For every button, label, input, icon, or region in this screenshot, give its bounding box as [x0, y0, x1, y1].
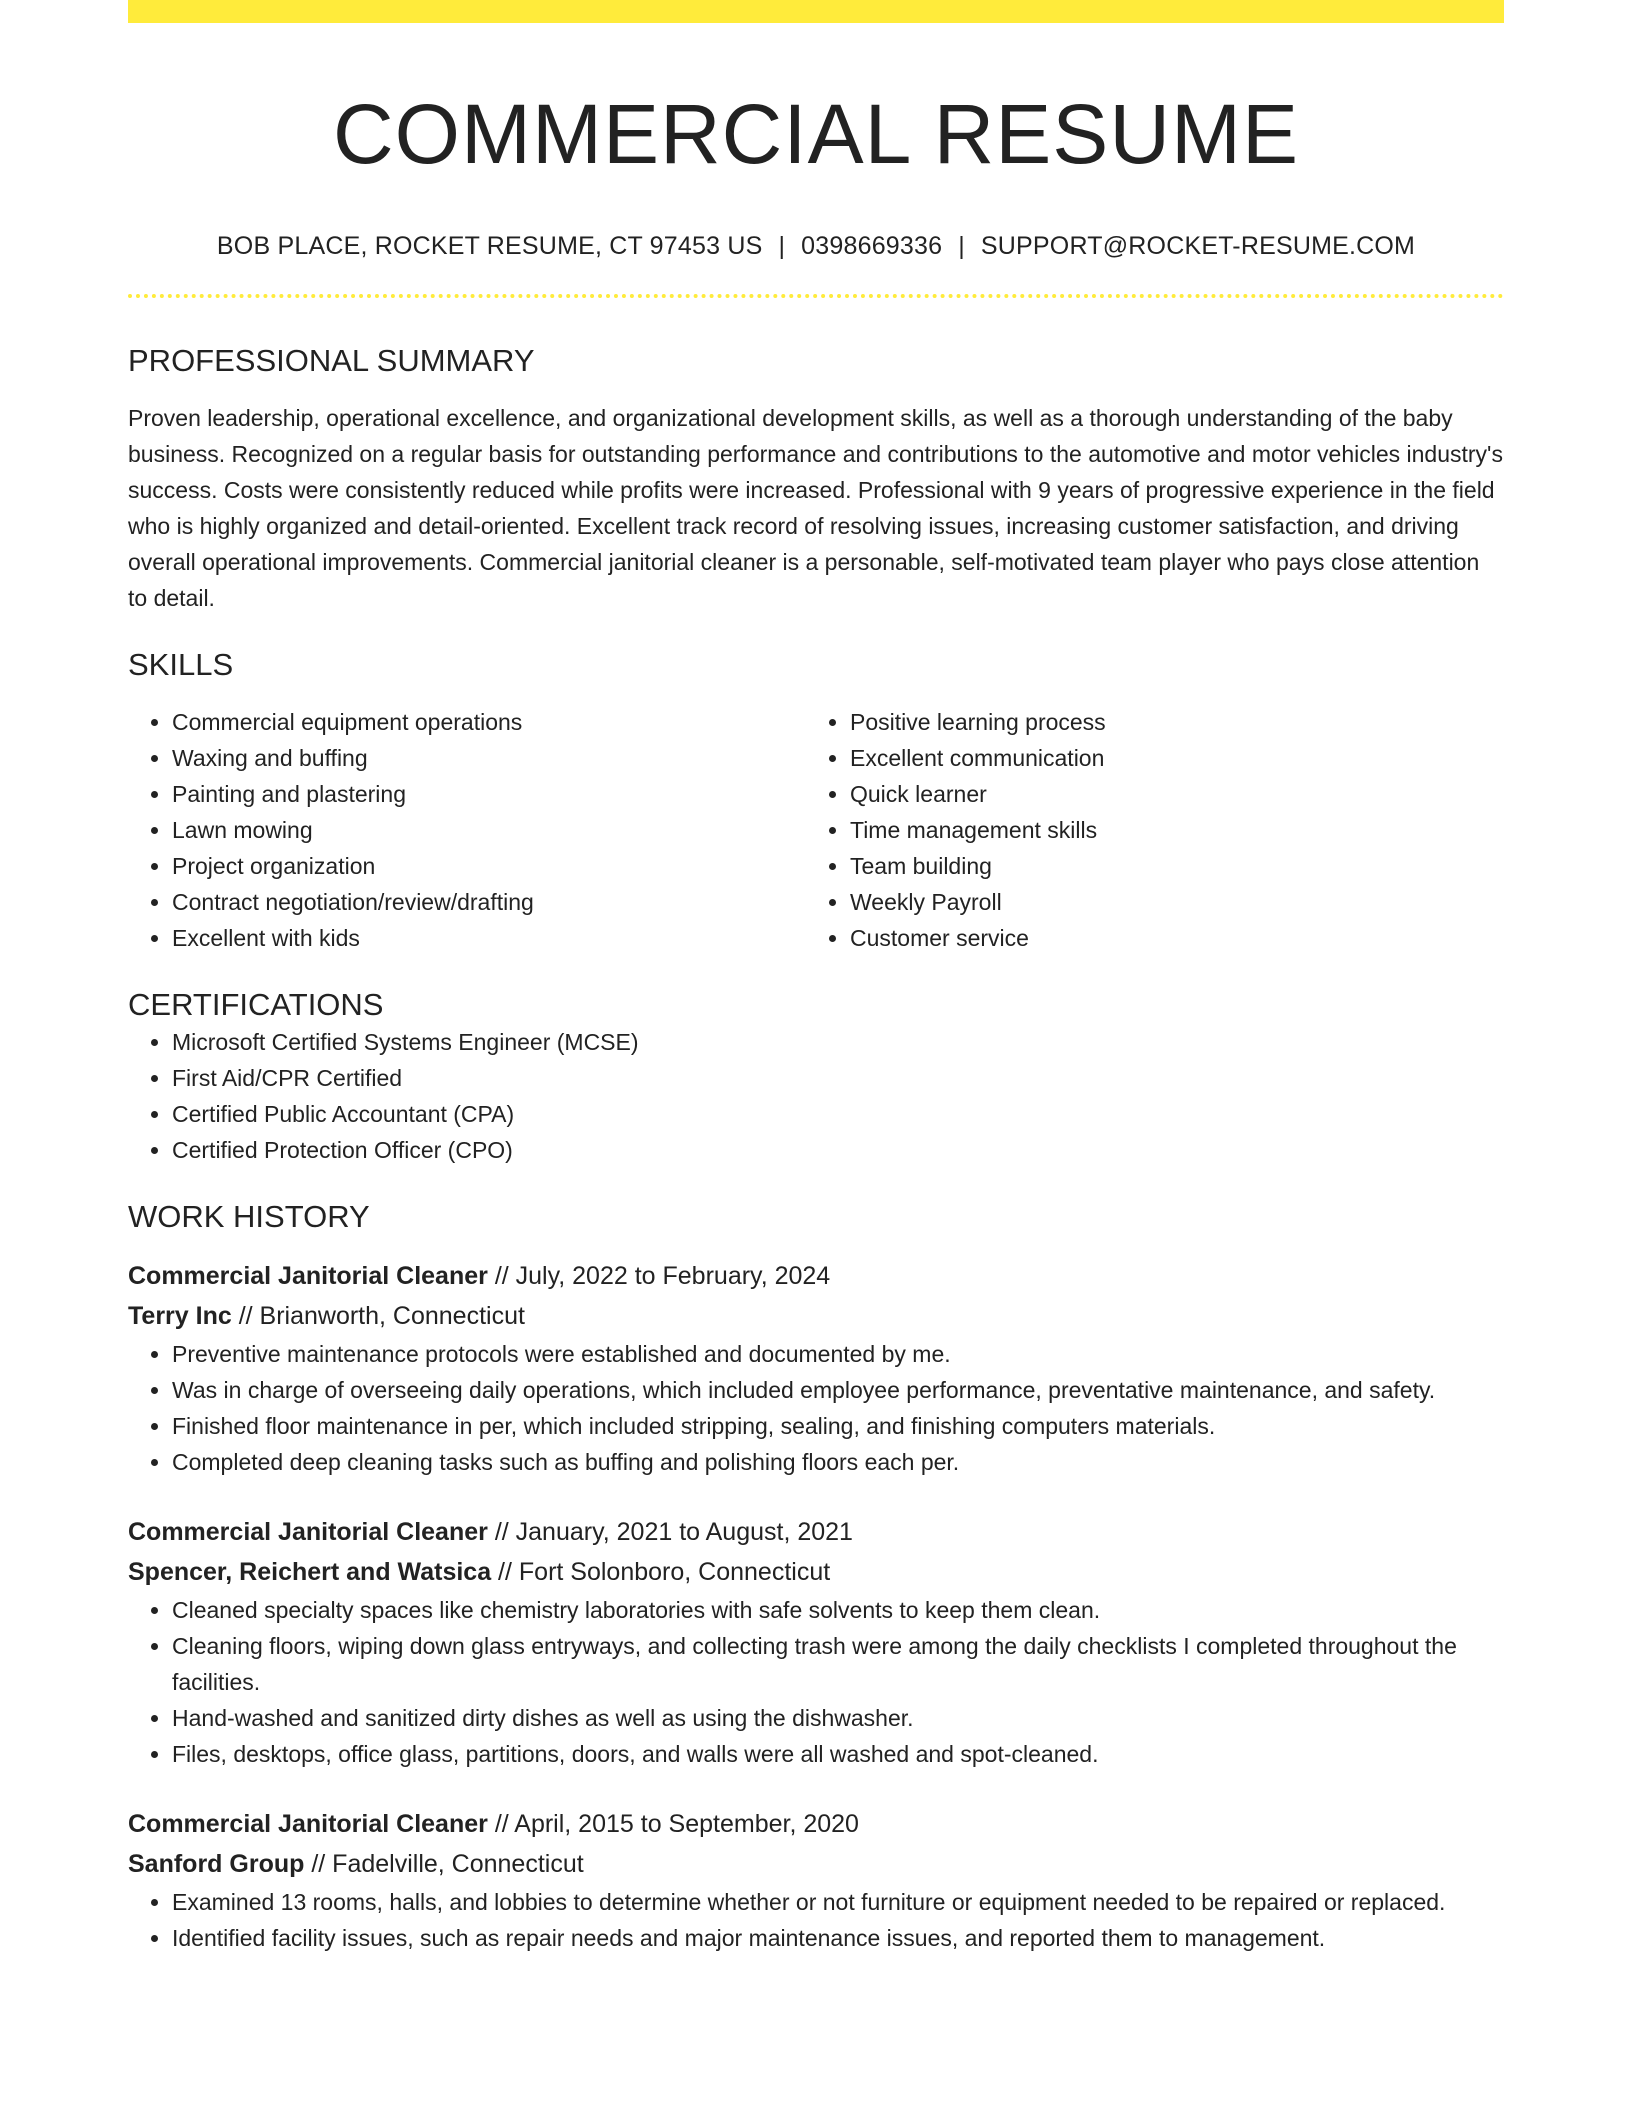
job-duties-list — [128, 1884, 1504, 1956]
resume-title: COMMERCIAL RESUME — [333, 87, 1299, 181]
job-duty: • Was in charge of overseeing daily operations, which included employee performance, preventative maintenance, and safety. — [172, 1372, 1504, 1408]
contact-email: SUPPORT@ROCKET-RESUME.COM — [980, 232, 1416, 260]
job-duty: • Identified facility issues, such as repair needs and major maintenance issues, and reported them to management. — [172, 1920, 1504, 1956]
job-company-line — [128, 1296, 1504, 1336]
certifications-list — [128, 1024, 1504, 1168]
skills-column-right — [806, 704, 1484, 956]
skill-item: • Positive learning process — [850, 704, 1484, 740]
job-entry — [128, 1804, 1504, 1956]
job-position: Commercial Janitorial Cleaner — [128, 1262, 488, 1290]
skills-grid — [128, 704, 1504, 956]
job-duties-list — [128, 1336, 1504, 1480]
job-location: // Brianworth, Connecticut — [231, 1302, 525, 1330]
contact-separator: | — [958, 232, 965, 260]
skill-item: • Excellent communication — [850, 740, 1484, 776]
job-position: Commercial Janitorial Cleaner — [128, 1810, 488, 1838]
contact-address: BOB PLACE, ROCKET RESUME, CT 97453 US — [216, 232, 763, 260]
summary-text: Proven leadership, operational excellence, and organizational development skills, as well as a thorough understanding of the baby business. Recognized on a regular basis for outstanding performance and contributions to the automotive and motor vehicles industry's success. Costs were consistently reduced while profits were increased. Professional with 9 years of progressive experience in the field who is highly organized and detail-oriented. Excellent track record of resolving issues, increasing customer satisfaction, and driving overall operational improvements. Commercial janitorial cleaner is a personable, self-motivated team player who pays close attention to detail. — [128, 405, 1503, 611]
certification-item: • First Aid/CPR Certified — [172, 1060, 1504, 1096]
job-duty: • Cleaning floors, wiping down glass entryways, and collecting trash were among the daily checklists I completed throughout the facilities. — [172, 1628, 1504, 1700]
job-duty: • Finished floor maintenance in per, which included stripping, sealing, and finishing computers materials. — [172, 1408, 1504, 1444]
skills-heading: SKILLS — [128, 647, 234, 682]
job-position: Commercial Janitorial Cleaner — [128, 1518, 488, 1546]
job-location: // Fadelville, Connecticut — [304, 1850, 584, 1878]
resume-page — [128, 0, 1504, 1956]
skill-item: • Team building — [850, 848, 1484, 884]
job-company: Spencer, Reichert and Watsica — [128, 1558, 492, 1586]
job-company: Sanford Group — [128, 1850, 305, 1878]
job-entry — [128, 1256, 1504, 1480]
job-dates: // January, 2021 to August, 2021 — [487, 1518, 853, 1546]
skill-item: • Waxing and buffing — [172, 740, 806, 776]
job-location: // Fort Solonboro, Connecticut — [491, 1558, 831, 1586]
job-duty: • Completed deep cleaning tasks such as buffing and polishing floors each per. — [172, 1444, 1504, 1480]
top-accent-bar — [128, 0, 1504, 23]
job-duty: • Cleaned specialty spaces like chemistry laboratories with safe solvents to keep them clean. — [172, 1592, 1504, 1628]
contact-separator: | — [778, 232, 786, 260]
job-dates: // July, 2022 to February, 2024 — [487, 1262, 831, 1290]
contact-line — [128, 231, 1504, 261]
skill-item: • Project organization — [172, 848, 806, 884]
skill-item: • Customer service — [850, 920, 1484, 956]
skill-item: • Excellent with kids — [172, 920, 806, 956]
certification-item: • Certified Public Accountant (CPA) — [172, 1096, 1504, 1132]
skill-item: • Painting and plastering — [172, 776, 806, 812]
job-company-line — [128, 1844, 1504, 1884]
job-dates: // April, 2015 to September, 2020 — [487, 1810, 859, 1838]
job-title-line — [128, 1804, 1504, 1844]
job-company: Terry Inc — [128, 1302, 232, 1330]
dotted-divider — [128, 294, 1504, 298]
contact-phone: 0398669336 — [801, 232, 943, 260]
skill-item: • Time management skills — [850, 812, 1484, 848]
certification-item: • Microsoft Certified Systems Engineer (MCSE) — [172, 1024, 1504, 1060]
summary-heading: PROFESSIONAL SUMMARY — [128, 343, 535, 378]
skills-list-right — [806, 704, 1484, 956]
job-company-line — [128, 1552, 1504, 1592]
job-title-line — [128, 1512, 1504, 1552]
skill-item: • Contract negotiation/review/drafting — [172, 884, 806, 920]
skill-item: • Weekly Payroll — [850, 884, 1484, 920]
job-title-line — [128, 1256, 1504, 1296]
skill-item: • Quick learner — [850, 776, 1484, 812]
job-duty: • Examined 13 rooms, halls, and lobbies to determine whether or not furniture or equipment needed to be repaired or replaced. — [172, 1884, 1504, 1920]
job-entry — [128, 1512, 1504, 1772]
job-duty: • Files, desktops, office glass, partitions, doors, and walls were all washed and spot-cleaned. — [172, 1736, 1504, 1772]
job-duties-list — [128, 1592, 1504, 1772]
work-history-heading: WORK HISTORY — [128, 1199, 370, 1234]
job-duty: • Preventive maintenance protocols were established and documented by me. — [172, 1336, 1504, 1372]
skills-column-left — [128, 704, 806, 956]
skill-item: • Commercial equipment operations — [172, 704, 806, 740]
skills-list-left — [128, 704, 806, 956]
job-duty: • Hand-washed and sanitized dirty dishes as well as using the dishwasher. — [172, 1700, 1504, 1736]
skill-item: • Lawn mowing — [172, 812, 806, 848]
certification-item: • Certified Protection Officer (CPO) — [172, 1132, 1504, 1168]
certifications-heading: CERTIFICATIONS — [128, 987, 384, 1022]
